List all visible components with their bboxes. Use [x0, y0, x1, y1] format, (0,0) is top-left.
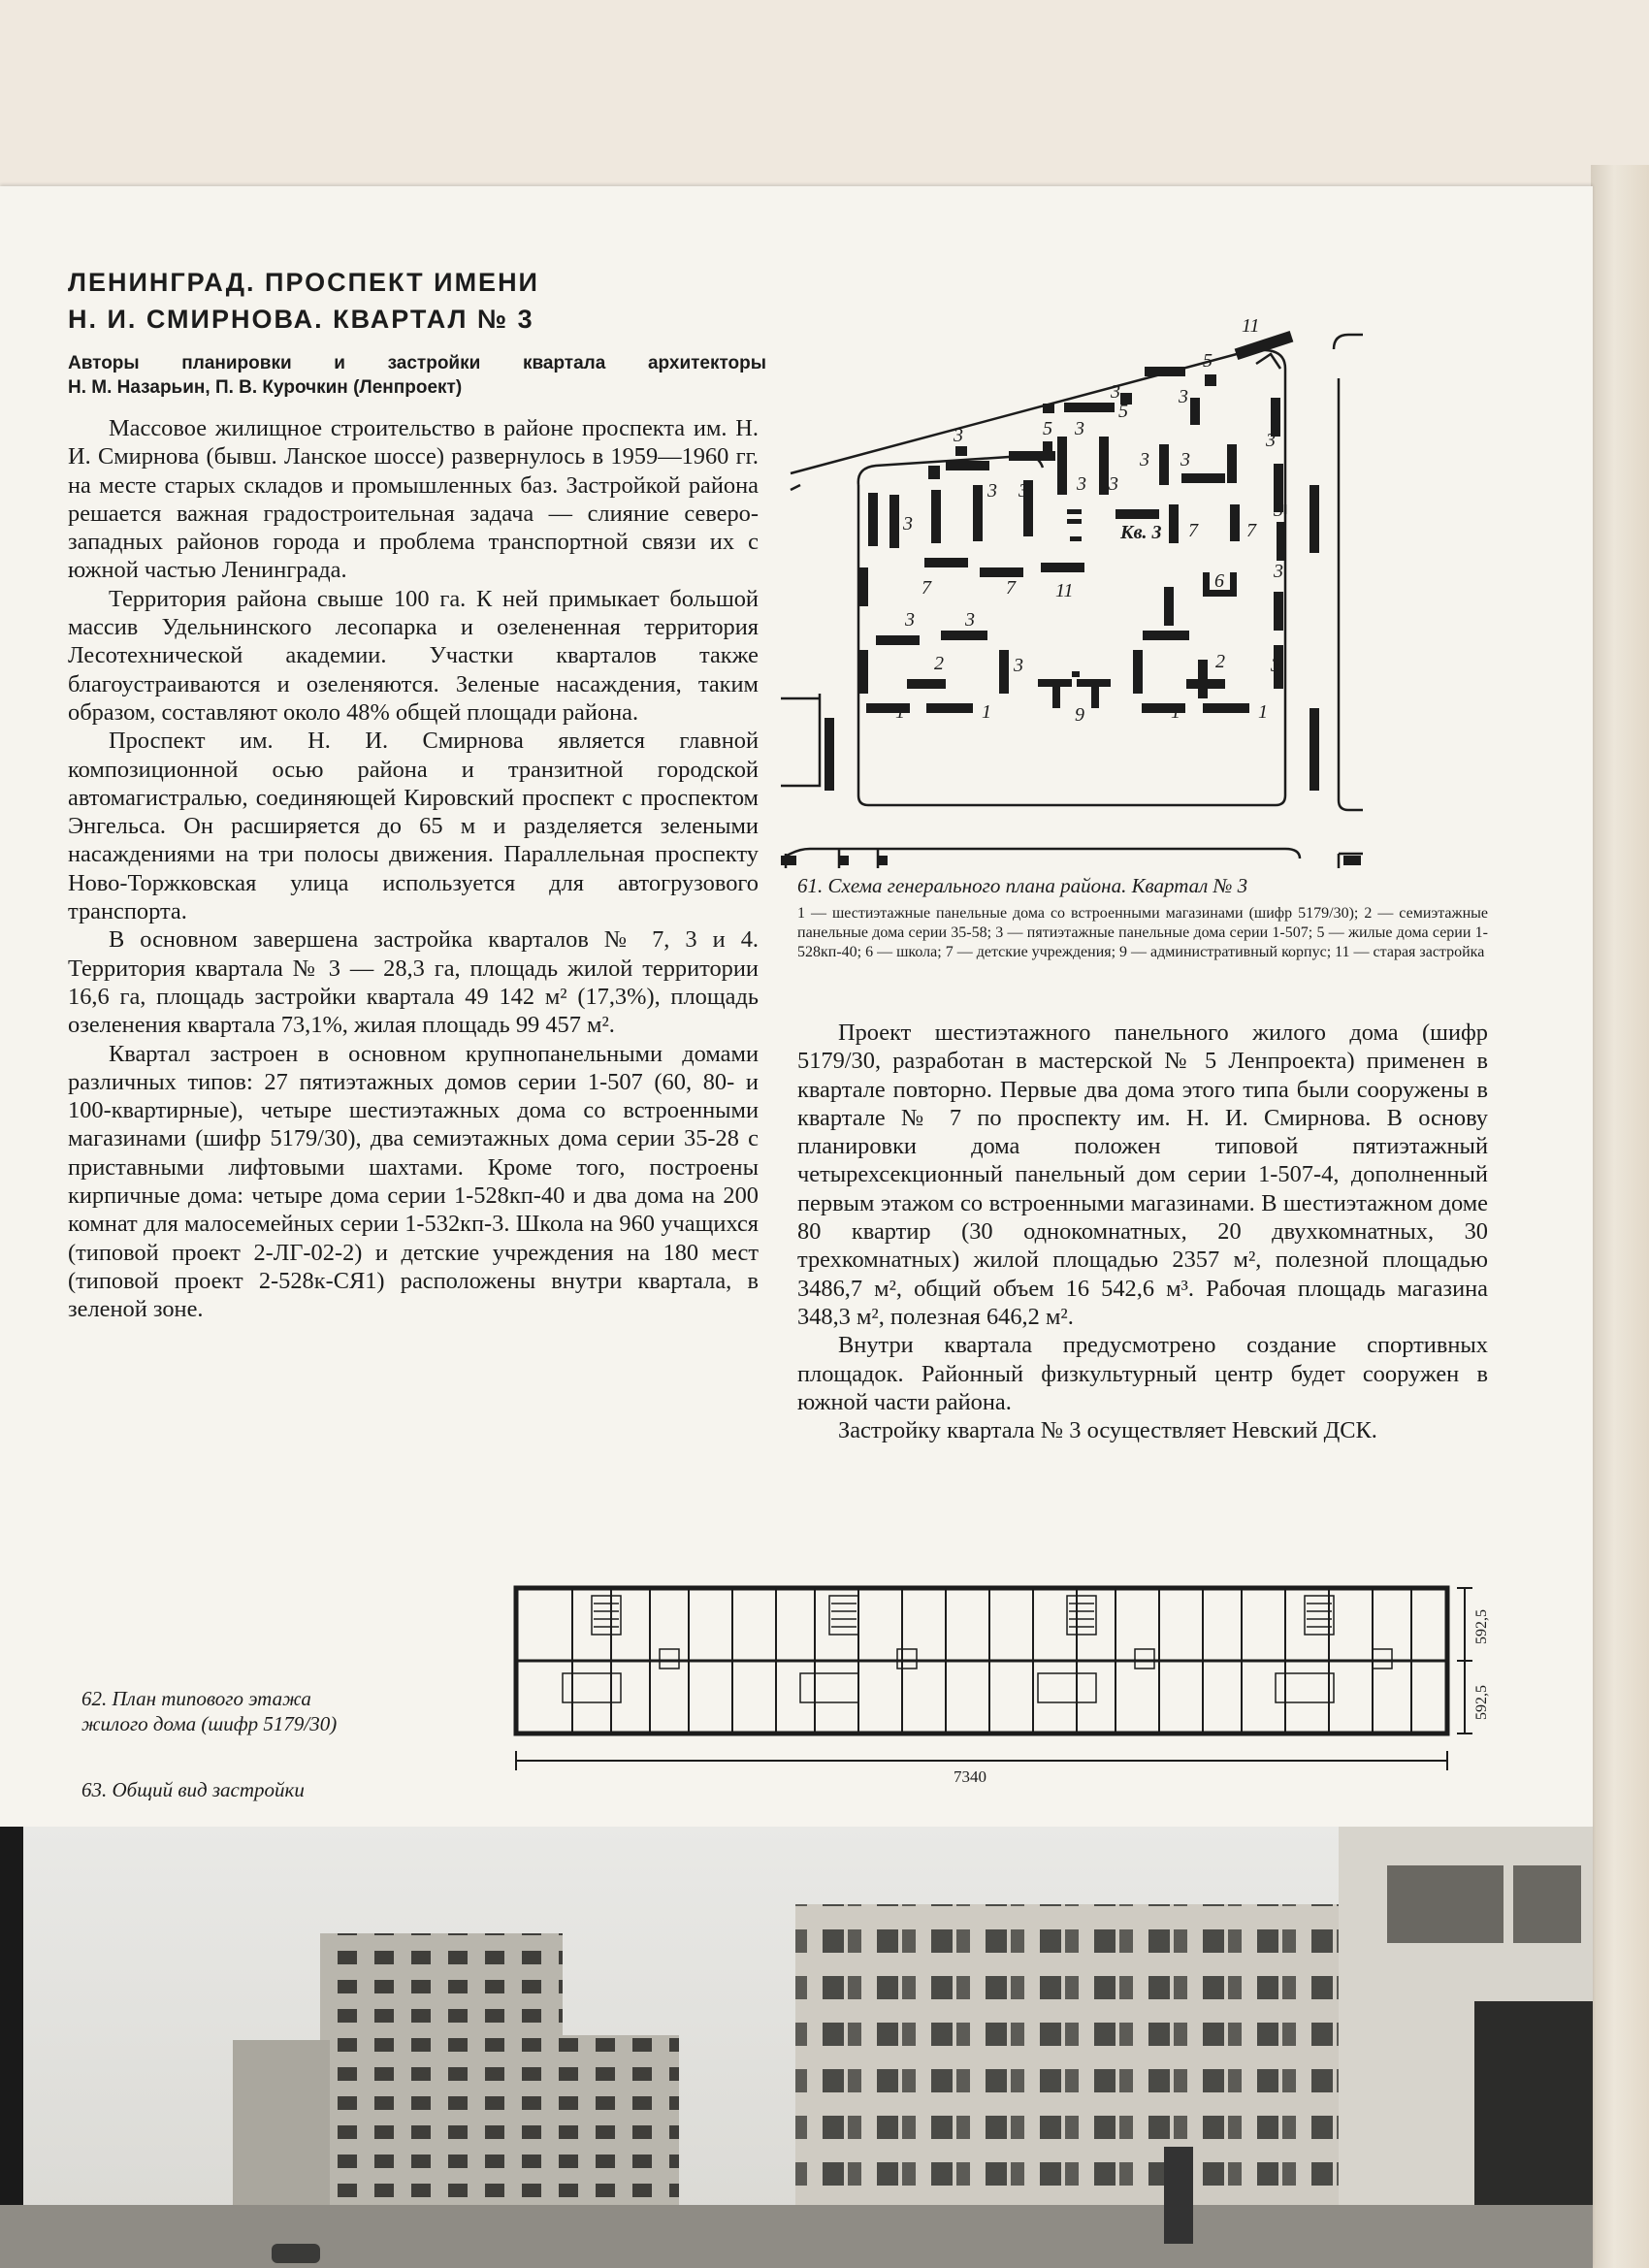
- building-left-far: [233, 2040, 330, 2215]
- plan-label: 3: [1179, 386, 1188, 407]
- building-right: [795, 1904, 1339, 2224]
- plan-label: 3: [987, 480, 997, 502]
- building: [1159, 444, 1169, 485]
- plan-label: 3: [1180, 449, 1190, 470]
- authors-line-1: Авторы планировки и застройки квартала архитекторы: [68, 353, 766, 373]
- building: [946, 461, 989, 470]
- adjacent-page-edge: [1591, 165, 1649, 2268]
- building: [907, 679, 946, 689]
- building: [1057, 437, 1067, 495]
- paragraph: В основном завершена застройка кварталов № 7, 3 и 4. Территория квартала № 3 — 28,3 га, площадь жилой территории 16,6 га, площадь застройки квартала 49 142 м² (17,3%), площадь озеленения квартала 73,1%, жилая площадь 99 457 м².: [68, 926, 759, 1039]
- dim-width-label-bottom: 592,5: [1473, 1685, 1490, 1720]
- building: [1181, 473, 1225, 483]
- book-background: [0, 0, 1649, 189]
- building: [1067, 509, 1082, 514]
- plan-label: 3: [1075, 418, 1084, 439]
- plan-label: 3: [1077, 473, 1086, 495]
- plan-label: 9: [1075, 704, 1084, 726]
- building: [868, 493, 878, 546]
- site-plan-labels: [895, 315, 1283, 726]
- building: [839, 856, 849, 865]
- site-plan-figure: [781, 262, 1591, 873]
- plan-label: 3: [1140, 449, 1149, 470]
- building: [941, 631, 987, 640]
- building: [1186, 679, 1225, 689]
- plan-label: 3: [1111, 381, 1120, 403]
- plan-label: 2: [934, 653, 944, 674]
- building: [1230, 504, 1240, 541]
- article-title: [68, 264, 766, 338]
- corner-window: [1513, 1865, 1581, 1943]
- building: [858, 567, 868, 606]
- figure-61-caption: 61. Схема генерального плана района. Квартал № 3: [797, 874, 1248, 897]
- plan-label: 5: [1043, 418, 1052, 439]
- building: [1190, 398, 1200, 425]
- plan-label: 5: [1118, 401, 1128, 422]
- building: [1227, 444, 1237, 483]
- building: [1310, 485, 1319, 553]
- plan-label: 3: [1014, 655, 1023, 676]
- building: [858, 650, 868, 694]
- plan-label: 3: [905, 609, 915, 631]
- plan-label: 7: [1246, 520, 1256, 541]
- building: [1310, 708, 1319, 791]
- paragraph: Массовое жилищное строительство в районе проспекта им. Н. И. Смирнова (бывш. Ланское шоссе) развернулось в 1959—1960 гг. на месте старых складов и промышленных баз. Застройкой района решается важная градостроительная задача — слияние северо-западных районов города и проблема транспортной связи их с южной частью Ленинграда.: [68, 415, 759, 584]
- shop-front: [1474, 2001, 1593, 2234]
- building: [1070, 536, 1082, 541]
- kiosk: [1164, 2147, 1193, 2244]
- plan-label: 5: [1203, 350, 1212, 372]
- building: [980, 567, 1023, 577]
- building: [1169, 504, 1179, 543]
- plan-label: 7: [1188, 520, 1198, 541]
- plan-label: 3: [1266, 430, 1276, 451]
- building: [1041, 563, 1084, 572]
- building: [1145, 367, 1185, 376]
- authors-line-2: Н. М. Назарьин, П. В. Курочкин (Ленпроект): [68, 377, 463, 398]
- plan-label: 11: [1055, 580, 1074, 601]
- building: [1116, 509, 1159, 519]
- building: [824, 718, 834, 791]
- dim-length-label: 7340: [954, 1767, 986, 1786]
- plan-label: 3: [954, 425, 963, 446]
- building: [955, 446, 967, 456]
- building: [781, 856, 796, 865]
- corner-window: [1387, 1865, 1504, 1943]
- building: [1205, 374, 1216, 386]
- admin-building: [1038, 679, 1072, 708]
- plan-label: 1: [895, 701, 905, 723]
- plan-label: 1: [1171, 701, 1180, 723]
- building: [999, 650, 1009, 694]
- building: [931, 490, 941, 543]
- building-mid: [563, 2035, 679, 2210]
- plan-label: 3: [1018, 480, 1028, 502]
- title-line-1: ЛЕНИНГРАД. ПРОСПЕКТ ИМЕНИ: [68, 268, 539, 297]
- building-left: [320, 1933, 563, 2215]
- plan-label: 7: [922, 577, 931, 599]
- floor-plan-walls: [516, 1588, 1472, 1770]
- photo-border: [0, 1827, 23, 2268]
- street-photo: [0, 1827, 1593, 2268]
- building: [1099, 437, 1109, 495]
- plan-label: 1: [1258, 701, 1268, 723]
- paragraph: Внутри квартала предусмотрено создание спортивных площадок. Районный физкультурный центр будет сооружен в южной части района.: [797, 1332, 1488, 1415]
- paragraph: Территория района свыше 100 га. К ней примыкает большой массив Удельнинского лесопарка и озелененная территория Лесотехнической академии. Участки кварталов также благоустраиваются и озеленяются. Зеленые насаждения, таким образом, составляют около 48% общей площади района.: [68, 585, 759, 726]
- figure-63-caption: 63. Общий вид застройки: [81, 1778, 305, 1801]
- dim-width-label-top: 592,5: [1473, 1609, 1490, 1644]
- building: [1274, 592, 1283, 631]
- car: [272, 2244, 320, 2263]
- plan-label: 2: [1215, 651, 1225, 672]
- plan-label: 7: [1006, 577, 1016, 599]
- building: [924, 558, 968, 567]
- building: [1043, 441, 1052, 453]
- plan-label: 11: [1242, 315, 1260, 337]
- building: [928, 466, 940, 479]
- plan-label: 3: [1271, 655, 1280, 676]
- building: [876, 635, 920, 645]
- right-column-text: [797, 1019, 1488, 1444]
- building: [1343, 856, 1361, 865]
- plan-label: 3: [1274, 500, 1283, 521]
- building: [1043, 404, 1054, 413]
- figure-61-legend: 1 — шестиэтажные панельные дома со встроенными магазинами (шифр 5179/30); 2 — семиэтажные панельные дома серии 35-58; 3 — пятиэтажные панельные дома серии 1-507; 5 — жилые дома серии 1-528кп-40; 6 — школа; 7 — детские учреждения; 9 — административный корпус; 11 — старая застройка: [797, 905, 1488, 960]
- paragraph: Квартал застроен в основном крупнопанельными домами различных типов: 27 пятиэтажных домов серии 1-507 (60, 80- и 100-квартирные), четыре шестиэтажных дома со встроенными магазинами (шифр 5179/30), два семиэтажных дома серии 35-28 с приставными лифтовыми шахтами. Кроме того, построены кирпичные дома: четыре дома серии 1-528кп-40 и два дома на 200 комнат для малосемейных серии 1-532кп-3. Школа на 960 учащихся (типовой проект 2-ЛГ-02-2) и детские учреждения на 180 мест (типовой проект 2-528к-СЯ1) расположены внутри квартала, в зеленой зоне.: [68, 1040, 759, 1323]
- floor-plan-figure: [504, 1557, 1494, 1790]
- building: [973, 485, 983, 541]
- building: [1277, 522, 1286, 561]
- building: [889, 495, 899, 548]
- building: [1072, 671, 1080, 677]
- paragraph: Проспект им. Н. И. Смирнова является главной композиционной осью района и транзитной городской автомагистралью, соединяющей Кировский проспект с проспектом Энгельса. Он расширяется до 65 м и разделяется зелеными насаждениями на три полосы движения. Параллельная проспекту Ново-Торжковская улица используется для автогрузового транспорта.: [68, 728, 759, 925]
- plan-label: 3: [965, 609, 975, 631]
- plan-label: 3: [1274, 561, 1283, 582]
- building: [926, 703, 973, 713]
- plan-label-quarter: Кв. 3: [1120, 522, 1162, 543]
- plan-label: 1: [982, 701, 991, 723]
- plan-label: 6: [1214, 570, 1224, 592]
- building: [1067, 519, 1082, 524]
- street: [0, 2205, 1593, 2268]
- building: [878, 856, 888, 865]
- building: [1164, 587, 1174, 626]
- building: [1064, 403, 1115, 412]
- building: [1203, 703, 1249, 713]
- building: [1143, 631, 1189, 640]
- authors: [68, 351, 766, 400]
- title-line-2: Н. И. СМИРНОВА. КВАРТАЛ № 3: [68, 305, 534, 334]
- paragraph: Застройку квартала № 3 осуществляет Невский ДСК.: [838, 1417, 1377, 1444]
- plan-label: 3: [903, 513, 913, 535]
- figure-62-caption: 62. План типового этажа жилого дома (шифр 5179/30): [81, 1687, 338, 1735]
- plan-label: 3: [1109, 473, 1118, 495]
- building: [1133, 650, 1143, 694]
- left-column-text: [68, 414, 759, 1324]
- paragraph: Проект шестиэтажного панельного жилого дома (шифр 5179/30, разработан в мастерской № 5 Ленпроекта) применен в квартале повторно. Первые два дома этого типа были сооружены в квартале № 7 по проспекту им. Н. И. Смирнова. В основу планировки дома положен типовой пятиэтажный четырехсекционный панельный дом серии 1-507-4, дополненный первым этажом со встроенными магазинами. В шестиэтажном доме 80 квартир (30 однокомнатных, 20 двухкомнатных, 30 трехкомнатных) жилой площадью 2357 м², полезной площадью 3486,7 м², общий объем 16 542,6 м³. Рабочая площадь магазина 348,3 м², полезная 646,2 м².: [797, 1020, 1488, 1330]
